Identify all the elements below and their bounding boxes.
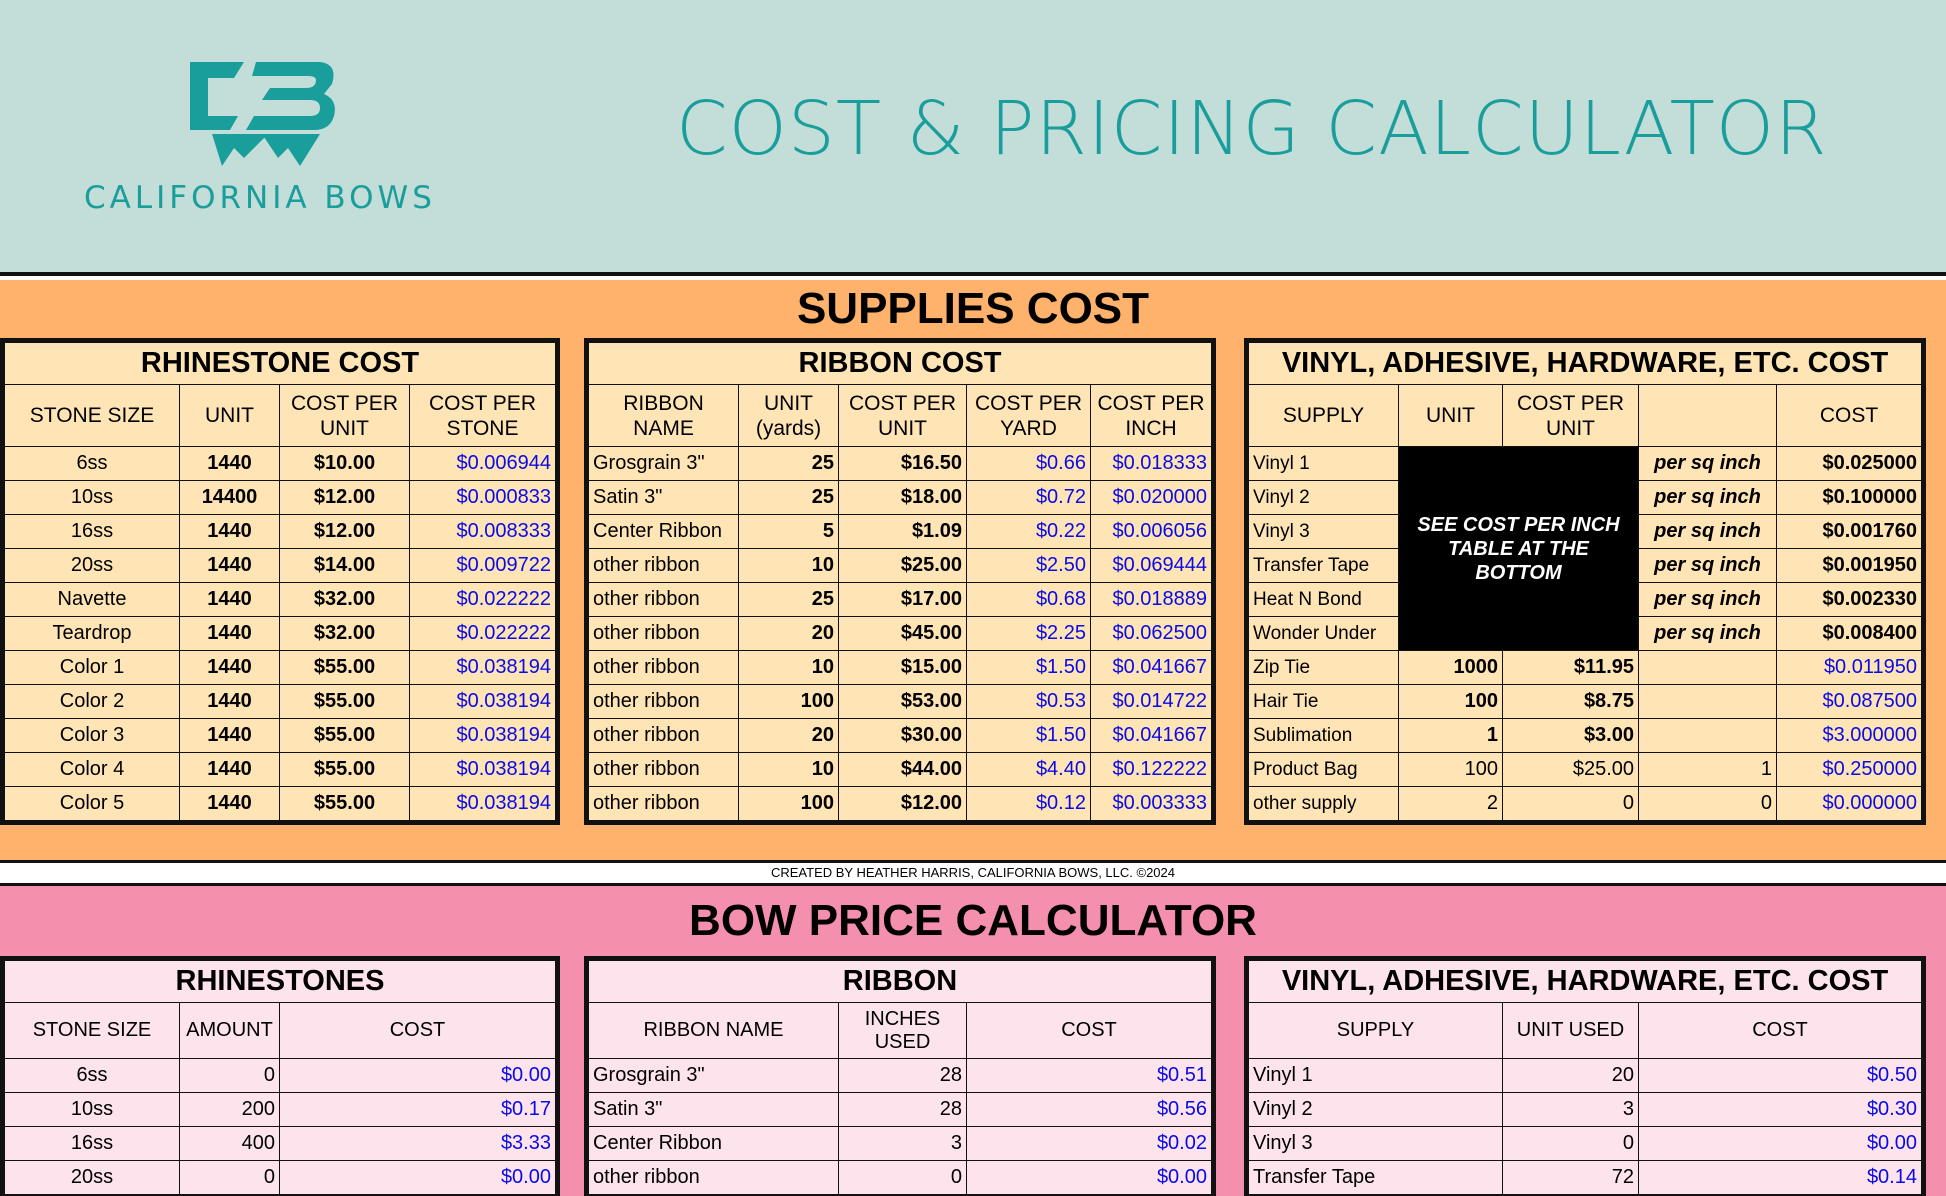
stone-size-cell[interactable]: Color 3	[5, 719, 180, 753]
cost-per-unit-cell[interactable]: $32.00	[280, 617, 410, 651]
table-row	[589, 549, 1212, 583]
column-header: COST	[1777, 385, 1922, 447]
unit-yards-cell[interactable]: 25	[739, 447, 839, 481]
cost-per-unit-cell[interactable]: $11.95	[1503, 651, 1639, 685]
cost-per-unit-cell[interactable]: $55.00	[280, 753, 410, 787]
cost-per-unit-cell[interactable]: $3.00	[1503, 719, 1639, 753]
ribbon-name-cell[interactable]: other ribbon	[589, 617, 739, 651]
cost-per-yard-cell: $0.22	[967, 515, 1091, 549]
unit-cell[interactable]: 2	[1399, 787, 1503, 821]
table-title: VINYL, ADHESIVE, HARDWARE, ETC. COST	[1249, 343, 1922, 385]
cost-per-yard-cell: $0.66	[967, 447, 1091, 481]
cost-per-inch-cell: $0.020000	[1091, 481, 1212, 515]
unit-yards-cell[interactable]: 20	[739, 719, 839, 753]
stone-size-cell[interactable]: 16ss	[5, 515, 180, 549]
supply-name-cell[interactable]: Vinyl 1	[1249, 447, 1399, 481]
table-row	[1249, 685, 1922, 719]
stone-size-cell: 10ss	[5, 1093, 180, 1127]
cost-cell: $3.33	[280, 1127, 556, 1161]
cost-per-inch-cell: $0.014722	[1091, 685, 1212, 719]
stone-size-cell[interactable]: Navette	[5, 583, 180, 617]
ribbon-name-cell: other ribbon	[589, 1161, 839, 1195]
stone-size-cell[interactable]: Teardrop	[5, 617, 180, 651]
cost-cell: $0.56	[967, 1093, 1212, 1127]
bow-calculator-title: BOW PRICE CALCULATOR	[689, 896, 1257, 945]
unit-yards-cell[interactable]: 100	[739, 787, 839, 821]
stone-size-cell[interactable]: Color 4	[5, 753, 180, 787]
per-sq-inch-label: per sq inch	[1639, 549, 1777, 583]
table-title: RIBBON	[589, 961, 1212, 1003]
cost-cell: $0.30	[1639, 1093, 1922, 1127]
table-row	[589, 1093, 1212, 1127]
cost-per-stone-cell: $0.022222	[410, 617, 556, 651]
table-row	[5, 1093, 556, 1127]
cost-per-inch-cell: $0.122222	[1091, 753, 1212, 787]
unit-used-cell[interactable]: 20	[1503, 1059, 1639, 1093]
cost-cell[interactable]: $0.001950	[1777, 549, 1922, 583]
table-row	[589, 515, 1212, 549]
cost-per-unit-cell[interactable]: $8.75	[1503, 685, 1639, 719]
table-row	[5, 1059, 556, 1093]
column-header: SUPPLY	[1249, 1003, 1503, 1059]
supply-name-cell[interactable]: Vinyl 3	[1249, 515, 1399, 549]
table-row	[1249, 1059, 1922, 1093]
ribbon-cost-table	[584, 338, 1216, 825]
unit-cell[interactable]: 14400	[180, 481, 280, 515]
cost-per-unit-cell[interactable]: $16.50	[839, 447, 967, 481]
amount-cell[interactable]: 0	[180, 1059, 280, 1093]
ribbon-name-cell[interactable]: Satin 3"	[589, 481, 739, 515]
cost-per-inch-cell: $0.069444	[1091, 549, 1212, 583]
table-row	[5, 481, 556, 515]
cost-per-unit-cell[interactable]: $18.00	[839, 481, 967, 515]
supply-name-cell: Transfer Tape	[1249, 1161, 1503, 1195]
table-row	[1249, 1161, 1922, 1195]
cost-per-stone-cell: $0.038194	[410, 685, 556, 719]
ribbon-name-cell[interactable]: other ribbon	[589, 549, 739, 583]
table-row	[589, 481, 1212, 515]
column-header: COST PER UNIT	[280, 385, 410, 447]
table-row	[589, 1161, 1212, 1195]
cost-per-stone-cell: $0.038194	[410, 753, 556, 787]
unit-cell[interactable]: 1000	[1399, 651, 1503, 685]
cost-cell: $0.00	[967, 1161, 1212, 1195]
cost-per-yard-cell: $0.12	[967, 787, 1091, 821]
supply-name-cell[interactable]: Zip Tie	[1249, 651, 1399, 685]
stone-size-cell: 16ss	[5, 1127, 180, 1161]
unit-cell[interactable]: 100	[1399, 753, 1503, 787]
table-row	[589, 685, 1212, 719]
cost-per-unit-cell[interactable]: $55.00	[280, 787, 410, 821]
cost-per-unit-cell[interactable]: $30.00	[839, 719, 967, 753]
cost-per-inch-note: SEE COST PER INCH TABLE AT THE BOTTOM	[1399, 447, 1639, 651]
cost-per-yard-cell: $1.50	[967, 651, 1091, 685]
cost-per-stone-cell: $0.009722	[410, 549, 556, 583]
column-header: COST PER YARD	[967, 385, 1091, 447]
cost-per-unit-cell[interactable]: $53.00	[839, 685, 967, 719]
cost-per-stone-cell: $0.022222	[410, 583, 556, 617]
table-row	[589, 651, 1212, 685]
unit-cell[interactable]: 1440	[180, 617, 280, 651]
table-row	[5, 549, 556, 583]
per-sq-inch-label: per sq inch	[1639, 583, 1777, 617]
stone-size-cell[interactable]: 6ss	[5, 447, 180, 481]
column-header: UNIT (yards)	[739, 385, 839, 447]
cost-per-unit-cell[interactable]: $1.09	[839, 515, 967, 549]
rhinestone-cost-table	[0, 338, 560, 825]
credit-footer: CREATED BY HEATHER HARRIS, CALIFORNIA BOWS, LLC. ©2024	[0, 860, 1946, 886]
table-row	[1249, 719, 1922, 753]
cost-cell: $0.250000	[1777, 753, 1922, 787]
unit-cell[interactable]: 1440	[180, 719, 280, 753]
table-row	[5, 719, 556, 753]
cost-per-inch-cell: $0.062500	[1091, 617, 1212, 651]
cost-per-yard-cell: $4.40	[967, 753, 1091, 787]
table-row	[5, 1127, 556, 1161]
unit-cell[interactable]: 1440	[180, 787, 280, 821]
supply-name-cell[interactable]: Hair Tie	[1249, 685, 1399, 719]
supply-name-cell[interactable]: Transfer Tape	[1249, 549, 1399, 583]
cost-per-unit-cell[interactable]: $10.00	[280, 447, 410, 481]
inches-used-cell[interactable]: 3	[839, 1127, 967, 1161]
cost-cell: $0.17	[280, 1093, 556, 1127]
table-row	[1249, 447, 1922, 481]
table-row	[1249, 1127, 1922, 1161]
column-header: STONE SIZE	[5, 385, 180, 447]
supplies-section	[0, 280, 1946, 860]
cost-per-unit-cell[interactable]: $25.00	[839, 549, 967, 583]
cost-per-unit-cell[interactable]: 0	[1503, 787, 1639, 821]
california-bows-logo	[70, 46, 470, 226]
cost-per-unit-cell[interactable]: $55.00	[280, 651, 410, 685]
per-sq-inch-label: per sq inch	[1639, 481, 1777, 515]
table-row	[5, 685, 556, 719]
supply-name-cell[interactable]: other supply	[1249, 787, 1399, 821]
page-title: COST & PRICING CALCULATOR	[676, 86, 1828, 172]
column-header: RIBBON NAME	[589, 1003, 839, 1059]
cost-per-inch-cell: $0.003333	[1091, 787, 1212, 821]
supply-name-cell[interactable]: Sublimation	[1249, 719, 1399, 753]
supply-name-cell: Vinyl 1	[1249, 1059, 1503, 1093]
cost-cell: $0.00	[280, 1059, 556, 1093]
cost-per-unit-cell[interactable]: $25.00	[1503, 753, 1639, 787]
unit-yards-cell[interactable]: 10	[739, 549, 839, 583]
cost-per-yard-cell: $0.72	[967, 481, 1091, 515]
unit-yards-cell[interactable]: 25	[739, 481, 839, 515]
amount-cell[interactable]: 400	[180, 1127, 280, 1161]
cost-per-unit-cell[interactable]: $12.00	[280, 481, 410, 515]
supplies-title: SUPPLIES COST	[796, 284, 1150, 333]
cost-per-unit-cell[interactable]: $55.00	[280, 685, 410, 719]
per-sq-inch-label: per sq inch	[1639, 617, 1777, 651]
cost-per-unit-cell[interactable]: $14.00	[280, 549, 410, 583]
extra-cell[interactable]: 0	[1639, 787, 1777, 821]
column-header: STONE SIZE	[5, 1003, 180, 1059]
table-row	[1249, 787, 1922, 821]
column-header: AMOUNT	[180, 1003, 280, 1059]
cost-cell[interactable]: $0.025000	[1777, 447, 1922, 481]
supply-name-cell[interactable]: Wonder Under	[1249, 617, 1399, 651]
ribbon-name-cell: Center Ribbon	[589, 1127, 839, 1161]
unit-cell[interactable]: 1440	[180, 447, 280, 481]
cost-per-inch-cell: $0.041667	[1091, 651, 1212, 685]
table-row	[589, 583, 1212, 617]
cost-per-unit-cell[interactable]: $12.00	[839, 787, 967, 821]
cost-per-stone-cell: $0.006944	[410, 447, 556, 481]
cost-cell[interactable]: $0.001760	[1777, 515, 1922, 549]
cost-per-inch-cell: $0.006056	[1091, 515, 1212, 549]
cost-per-unit-cell[interactable]: $12.00	[280, 515, 410, 549]
cost-per-yard-cell: $0.53	[967, 685, 1091, 719]
table-row	[1249, 1093, 1922, 1127]
cost-per-unit-cell[interactable]: $32.00	[280, 583, 410, 617]
unit-cell[interactable]: 1440	[180, 515, 280, 549]
column-header: UNIT	[1399, 385, 1503, 447]
cost-per-yard-cell: $0.68	[967, 583, 1091, 617]
rhinestones-calc-table	[0, 956, 560, 1196]
cost-cell: $0.011950	[1777, 651, 1922, 685]
unit-yards-cell[interactable]: 5	[739, 515, 839, 549]
extra-cell[interactable]	[1639, 719, 1777, 753]
stone-size-cell: 20ss	[5, 1161, 180, 1195]
cost-cell: $3.000000	[1777, 719, 1922, 753]
ribbon-name-cell[interactable]: other ribbon	[589, 651, 739, 685]
unit-used-cell[interactable]: 72	[1503, 1161, 1639, 1195]
table-title: RIBBON COST	[589, 343, 1212, 385]
column-header: COST	[280, 1003, 556, 1059]
column-header: UNIT USED	[1503, 1003, 1639, 1059]
cost-per-inch-cell: $0.018333	[1091, 447, 1212, 481]
ribbon-name-cell[interactable]: Center Ribbon	[589, 515, 739, 549]
table-row	[5, 447, 556, 481]
cost-per-yard-cell: $2.50	[967, 549, 1091, 583]
per-sq-inch-label: per sq inch	[1639, 515, 1777, 549]
unit-yards-cell[interactable]: 20	[739, 617, 839, 651]
cost-per-unit-cell[interactable]: $44.00	[839, 753, 967, 787]
column-header: COST	[1639, 1003, 1922, 1059]
ribbon-name-cell[interactable]: Grosgrain 3"	[589, 447, 739, 481]
inches-used-cell[interactable]: 28	[839, 1059, 967, 1093]
column-header: UNIT	[180, 385, 280, 447]
column-header: RIBBON NAME	[589, 385, 739, 447]
stone-size-cell[interactable]: Color 5	[5, 787, 180, 821]
cost-per-yard-cell: $1.50	[967, 719, 1091, 753]
cost-per-unit-cell[interactable]: $15.00	[839, 651, 967, 685]
vinyl-adhesive-calc-table	[1244, 956, 1926, 1196]
unit-yards-cell[interactable]: 10	[739, 651, 839, 685]
column-header: COST PER STONE	[410, 385, 556, 447]
table-row	[5, 617, 556, 651]
inches-used-cell[interactable]: 28	[839, 1093, 967, 1127]
cost-cell: $0.00	[1639, 1127, 1922, 1161]
table-row	[589, 447, 1212, 481]
unit-cell[interactable]: 1440	[180, 583, 280, 617]
table-row	[5, 651, 556, 685]
stone-size-cell[interactable]: Color 1	[5, 651, 180, 685]
cost-cell[interactable]: $0.002330	[1777, 583, 1922, 617]
cost-per-stone-cell: $0.000833	[410, 481, 556, 515]
ribbon-name-cell[interactable]: other ribbon	[589, 787, 739, 821]
column-header: INCHES USED	[839, 1003, 967, 1059]
ribbon-name-cell[interactable]: other ribbon	[589, 753, 739, 787]
ribbon-name-cell: Satin 3"	[589, 1093, 839, 1127]
header	[0, 0, 1946, 276]
table-row	[5, 787, 556, 821]
column-header: COST PER INCH	[1091, 385, 1212, 447]
column-header: COST PER UNIT	[1503, 385, 1639, 447]
cost-cell: $0.02	[967, 1127, 1212, 1161]
supply-name-cell[interactable]: Vinyl 2	[1249, 481, 1399, 515]
cost-per-unit-cell[interactable]: $55.00	[280, 719, 410, 753]
supply-name-cell[interactable]: Product Bag	[1249, 753, 1399, 787]
column-header: COST PER UNIT	[839, 385, 967, 447]
table-row	[1249, 651, 1922, 685]
unit-cell[interactable]: 1440	[180, 753, 280, 787]
cost-per-yard-cell: $2.25	[967, 617, 1091, 651]
extra-cell[interactable]: 1	[1639, 753, 1777, 787]
unit-cell[interactable]: 100	[1399, 685, 1503, 719]
table-row	[5, 515, 556, 549]
unit-cell[interactable]: 1	[1399, 719, 1503, 753]
column-header: SUPPLY	[1249, 385, 1399, 447]
supply-name-cell[interactable]: Heat N Bond	[1249, 583, 1399, 617]
table-row	[589, 617, 1212, 651]
extra-cell[interactable]	[1639, 685, 1777, 719]
unit-yards-cell[interactable]: 25	[739, 583, 839, 617]
unit-cell[interactable]: 1440	[180, 685, 280, 719]
cost-cell[interactable]: $0.008400	[1777, 617, 1922, 651]
table-row	[1249, 753, 1922, 787]
table-title: RHINESTONES	[5, 961, 556, 1003]
column-header	[1639, 385, 1777, 447]
unit-cell[interactable]: 1440	[180, 549, 280, 583]
cost-cell[interactable]: $0.100000	[1777, 481, 1922, 515]
cost-per-inch-cell: $0.041667	[1091, 719, 1212, 753]
table-row	[5, 1161, 556, 1195]
per-sq-inch-label: per sq inch	[1639, 447, 1777, 481]
stone-size-cell[interactable]: Color 2	[5, 685, 180, 719]
cost-per-stone-cell: $0.038194	[410, 787, 556, 821]
table-row	[589, 719, 1212, 753]
cost-cell: $0.087500	[1777, 685, 1922, 719]
cost-cell: $0.00	[280, 1161, 556, 1195]
table-title: VINYL, ADHESIVE, HARDWARE, ETC. COST	[1249, 961, 1922, 1003]
ribbon-name-cell: Grosgrain 3"	[589, 1059, 839, 1093]
table-title: RHINESTONE COST	[5, 343, 556, 385]
stone-size-cell[interactable]: 10ss	[5, 481, 180, 515]
ribbon-name-cell[interactable]: other ribbon	[589, 685, 739, 719]
table-row	[589, 1059, 1212, 1093]
column-header: COST	[967, 1003, 1212, 1059]
cost-cell: $0.000000	[1777, 787, 1922, 821]
stone-size-cell[interactable]: 20ss	[5, 549, 180, 583]
cost-cell: $0.50	[1639, 1059, 1922, 1093]
table-row	[5, 583, 556, 617]
supply-name-cell: Vinyl 3	[1249, 1127, 1503, 1161]
bow-price-calculator-section	[0, 886, 1946, 1196]
unit-yards-cell[interactable]: 100	[739, 685, 839, 719]
unit-used-cell[interactable]: 0	[1503, 1127, 1639, 1161]
cost-cell: $0.51	[967, 1059, 1212, 1093]
table-row	[589, 1127, 1212, 1161]
cost-per-stone-cell: $0.008333	[410, 515, 556, 549]
unit-used-cell[interactable]: 3	[1503, 1093, 1639, 1127]
table-row	[5, 753, 556, 787]
unit-yards-cell[interactable]: 10	[739, 753, 839, 787]
vinyl-adhesive-cost-table	[1244, 338, 1926, 825]
cost-per-unit-cell[interactable]: $17.00	[839, 583, 967, 617]
cost-per-stone-cell: $0.038194	[410, 719, 556, 753]
ribbon-name-cell[interactable]: other ribbon	[589, 583, 739, 617]
cost-per-unit-cell[interactable]: $45.00	[839, 617, 967, 651]
supply-name-cell: Vinyl 2	[1249, 1093, 1503, 1127]
unit-cell[interactable]: 1440	[180, 651, 280, 685]
table-row	[589, 787, 1212, 821]
cost-per-stone-cell: $0.038194	[410, 651, 556, 685]
amount-cell[interactable]: 200	[180, 1093, 280, 1127]
table-row	[589, 753, 1212, 787]
cost-per-inch-cell: $0.018889	[1091, 583, 1212, 617]
cost-cell: $0.14	[1639, 1161, 1922, 1195]
logo-text: CALIFORNIA BOWS	[84, 180, 436, 216]
bow-logo-icon	[182, 54, 342, 178]
stone-size-cell: 6ss	[5, 1059, 180, 1093]
extra-cell[interactable]	[1639, 651, 1777, 685]
ribbon-calc-table	[584, 956, 1216, 1196]
amount-cell[interactable]: 0	[180, 1161, 280, 1195]
ribbon-name-cell[interactable]: other ribbon	[589, 719, 739, 753]
inches-used-cell[interactable]: 0	[839, 1161, 967, 1195]
